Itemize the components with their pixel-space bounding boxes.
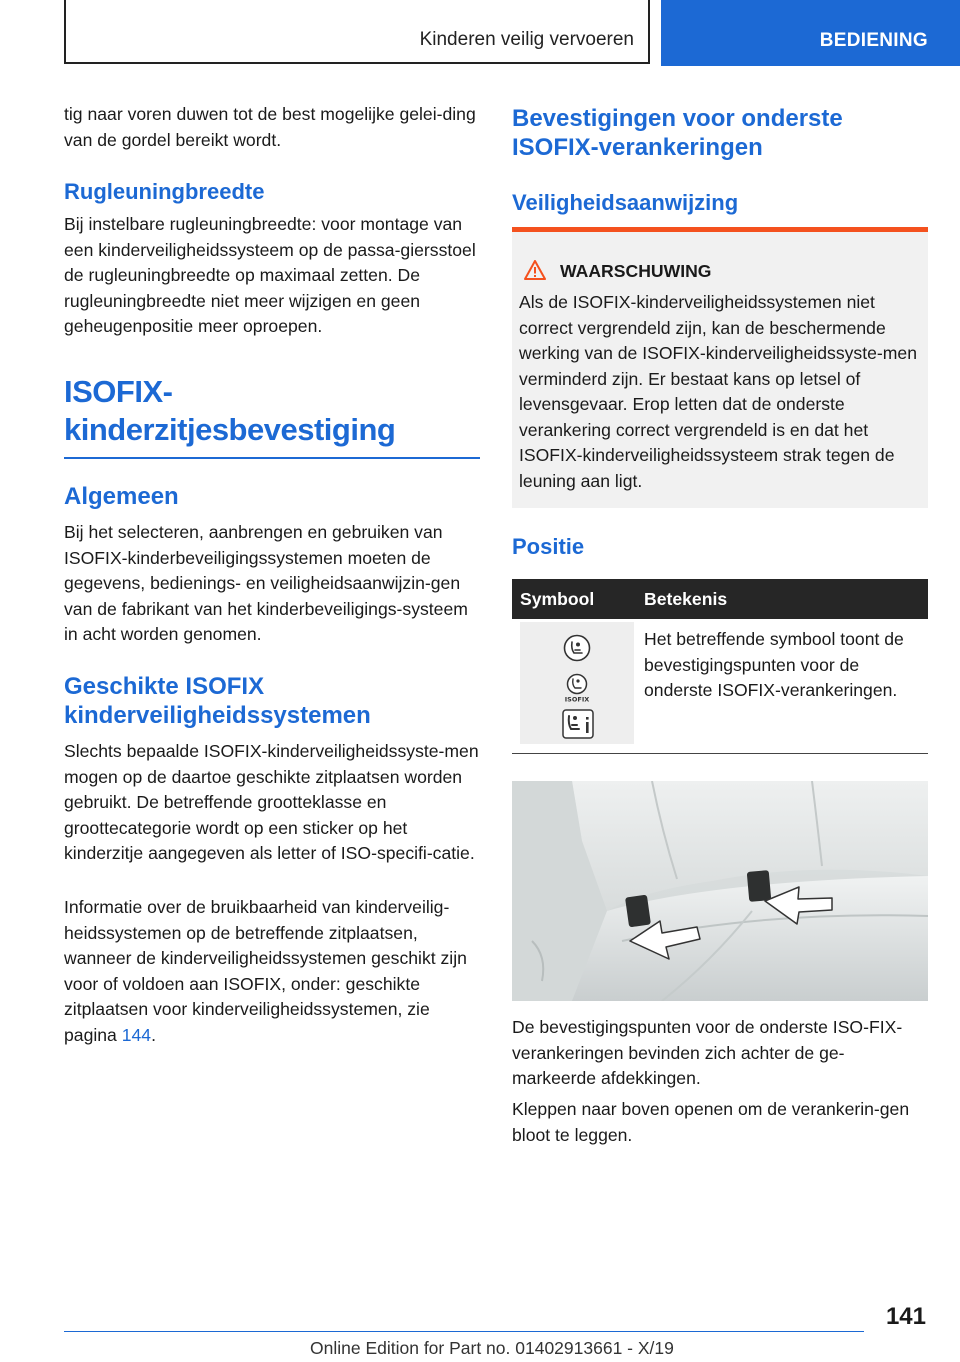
header-section-title: Kinderen veilig vervoeren xyxy=(419,29,634,50)
info-end: . xyxy=(151,1024,156,1045)
rugleuning-heading: Rugleuningbreedte xyxy=(64,179,265,204)
algemeen-heading: Algemeen xyxy=(64,483,179,510)
page-header xyxy=(0,0,960,66)
symbol-meaning-text: Het betreffende symbool toont de bevestigingspunten voor de onderste ISOFIX-verankeringen. xyxy=(644,629,904,700)
veiligheid-heading: Veiligheidsaanwijzing xyxy=(512,190,739,215)
isofix-seat-illustration xyxy=(512,781,928,1001)
info-text: Informatie over de bruikbaarheid van kinderveilig-heidssystemen op de betreffende zitplaatsen, wanneer de kinderveiligheidssystemen geschikt zijn voor of voldoen aan ISOFIX, onder: geschikte zitplaatsen voor kinderveiligheidssystemen, zie pagina xyxy=(64,897,467,1045)
table-bottom-rule xyxy=(512,753,928,754)
anchor-heading-line-1: Bevestigingen voor onderste xyxy=(512,105,843,132)
child-seat-icon xyxy=(563,634,591,662)
symbol-table-header xyxy=(512,579,928,619)
algemeen-paragraph: Bij het selecteren, aanbrengen en gebruiken van ISOFIX-kinderbeveiligingssystemen moeten de gegevens, bedienings- en veiligheidsaanwijzin-gen van de fabrikant van het kinderbeveiligings-systeem in acht worden genomen. xyxy=(64,522,468,644)
symbol-cell xyxy=(520,622,634,744)
isofix-anchor-heading xyxy=(512,104,843,162)
header-chapter-label: BEDIENING xyxy=(819,30,928,51)
page-link-144[interactable]: 144 xyxy=(121,1024,152,1045)
footer-rule xyxy=(64,1331,864,1332)
warning-triangle-icon xyxy=(524,260,546,285)
isofix-main-heading xyxy=(64,373,480,459)
intro-paragraph: tig naar voren duwen tot de best mogelijke gelei-ding van de gordel bereikt wordt. xyxy=(64,104,476,150)
geschikte-heading-line-1: Geschikte ISOFIX xyxy=(64,673,265,700)
child-seat-info-icon xyxy=(562,709,594,739)
main-heading-line-2: kinderzitjesbevestiging xyxy=(64,412,396,447)
header-chapter-tab[interactable] xyxy=(661,0,960,66)
caption-paragraph-1: De bevestigingspunten voor de onderste ISO-FIX-verankeringen bevinden zich achter de ge-markeerde afdekkingen. xyxy=(512,1017,903,1088)
anchor-heading-line-2: ISOFIX-verankeringen xyxy=(512,134,763,161)
col-symbol-header: Symbool xyxy=(520,589,595,609)
geschikte-heading xyxy=(64,672,371,730)
positie-heading: Positie xyxy=(512,534,585,559)
isofix-icon xyxy=(563,673,591,703)
geschikte-paragraph: Slechts bepaalde ISOFIX-kinderveiligheidssyste-men mogen op de daartoe geschikte zitplaatsen worden gebruikt. De betreffende grootteklasse en groottecategorie wordt op een sticker op het kinderzitje aangegeven als letter of ISO-specifi-catie. xyxy=(64,741,479,863)
geschikte-heading-line-2: kinderveiligheidssystemen xyxy=(64,702,371,729)
rugleuning-paragraph: Bij instelbare rugleuningbreedte: voor montage van een kinderveiligheidssysteem op de passa-giersstoel de rugleuningbreedte op maximaal zetten. De rugleuningbreedte niet meer wijzigen en geen geheugenpositie meer oproepen. xyxy=(64,214,476,336)
warning-box xyxy=(512,227,928,508)
main-heading-line-1: ISOFIX- xyxy=(64,374,173,409)
footer-edition: Online Edition for Part no. 01402913661 - X/19 xyxy=(310,1338,674,1358)
page-number: 141 xyxy=(885,1303,926,1330)
warning-header xyxy=(524,260,712,285)
svg-text:ISOFIX: ISOFIX xyxy=(564,695,590,703)
col-meaning-header: Betekenis xyxy=(644,589,728,609)
warning-text: Als de ISOFIX-kinderveiligheidssystemen niet correct vergrendeld zijn, kan de beschermende werking van de ISOFIX-kinderveiligheidssyste-men verminderd zijn. Er bestaat kans op letsel of levensgevaar. Erop letten dat de onderste verankering correct vergrendeld is en dat het ISOFIX-kinderveiligheidssysteem strak tegen de leuning aan ligt. xyxy=(519,292,917,491)
warning-label: WAARSCHUWING xyxy=(560,261,712,281)
info-paragraph xyxy=(64,895,480,1048)
header-section-box xyxy=(64,0,650,64)
caption-paragraph-2: Kleppen naar boven openen om de verankerin-gen bloot te leggen. xyxy=(512,1099,910,1145)
